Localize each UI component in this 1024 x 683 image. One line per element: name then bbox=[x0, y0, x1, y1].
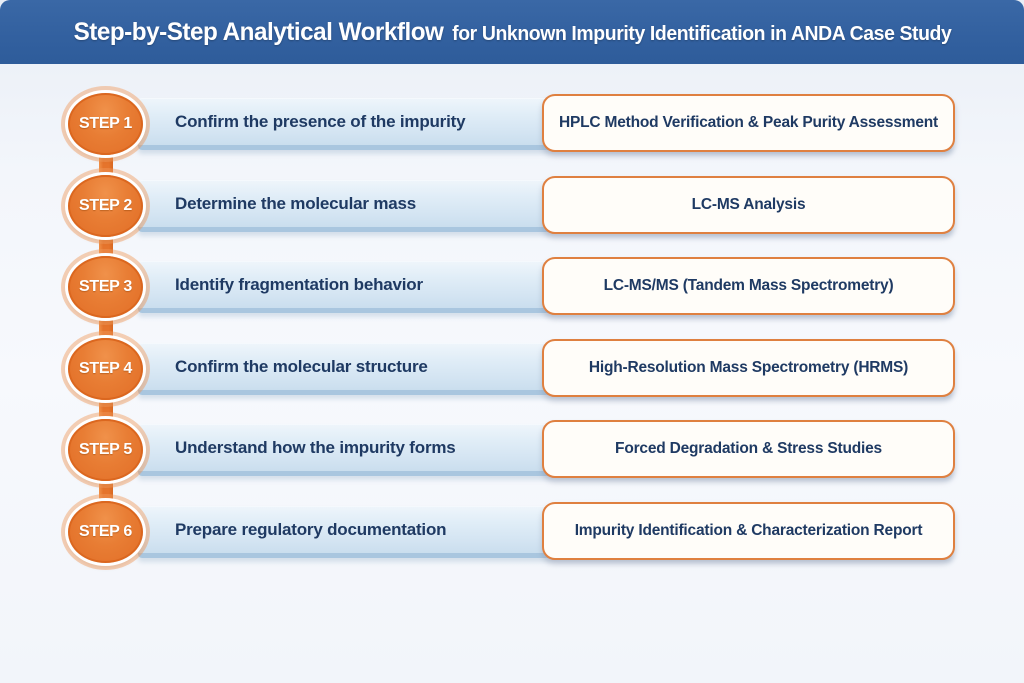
step-badge bbox=[68, 338, 143, 400]
page-title-secondary: for Unknown Impurity Identification in ANDA Case Study bbox=[451, 22, 951, 45]
page-title bbox=[73, 18, 951, 47]
step-row bbox=[0, 91, 1024, 157]
step-task-label: Confirm the molecular structure bbox=[175, 357, 428, 376]
step-badge bbox=[68, 175, 143, 237]
step-row bbox=[0, 173, 1024, 239]
step-task-label: Prepare regulatory documentation bbox=[175, 520, 447, 539]
step-badge bbox=[68, 256, 143, 318]
step-badge-label: STEP 3 bbox=[78, 278, 133, 295]
step-task-label: Determine the molecular mass bbox=[175, 194, 416, 213]
step-badge-label: STEP 2 bbox=[78, 197, 133, 214]
step-row bbox=[0, 499, 1024, 565]
step-row bbox=[0, 417, 1024, 483]
step-badge-label: STEP 6 bbox=[78, 523, 133, 540]
method-label: HPLC Method Verification & Peak Purity Assessment bbox=[559, 114, 938, 131]
step-task-label: Identify fragmentation behavior bbox=[175, 275, 423, 294]
step-task-label: Confirm the presence of the impurity bbox=[175, 112, 466, 131]
step-badge bbox=[68, 419, 143, 481]
method-box bbox=[542, 94, 955, 152]
method-box bbox=[542, 176, 955, 234]
page-title-primary: Step-by-Step Analytical Workflow bbox=[73, 17, 443, 46]
method-label: Forced Degradation & Stress Studies bbox=[615, 440, 882, 457]
step-row bbox=[0, 336, 1024, 402]
method-label: LC-MS Analysis bbox=[691, 196, 806, 213]
method-box bbox=[542, 339, 955, 397]
step-row bbox=[0, 254, 1024, 320]
header-banner bbox=[0, 0, 1024, 64]
method-label: High-Resolution Mass Spectrometry (HRMS) bbox=[588, 359, 909, 376]
step-badge bbox=[68, 501, 143, 563]
method-box bbox=[542, 420, 955, 478]
step-badge-label: STEP 4 bbox=[78, 360, 133, 377]
method-box bbox=[542, 257, 955, 315]
method-box bbox=[542, 502, 955, 560]
step-task-label: Understand how the impurity forms bbox=[175, 438, 456, 457]
method-label: LC-MS/MS (Tandem Mass Spectrometry) bbox=[603, 277, 894, 294]
step-badge bbox=[68, 93, 143, 155]
step-badge-label: STEP 1 bbox=[78, 115, 133, 132]
step-badge-label: STEP 5 bbox=[78, 441, 133, 458]
method-label: Impurity Identification & Characterization Report bbox=[574, 522, 923, 539]
